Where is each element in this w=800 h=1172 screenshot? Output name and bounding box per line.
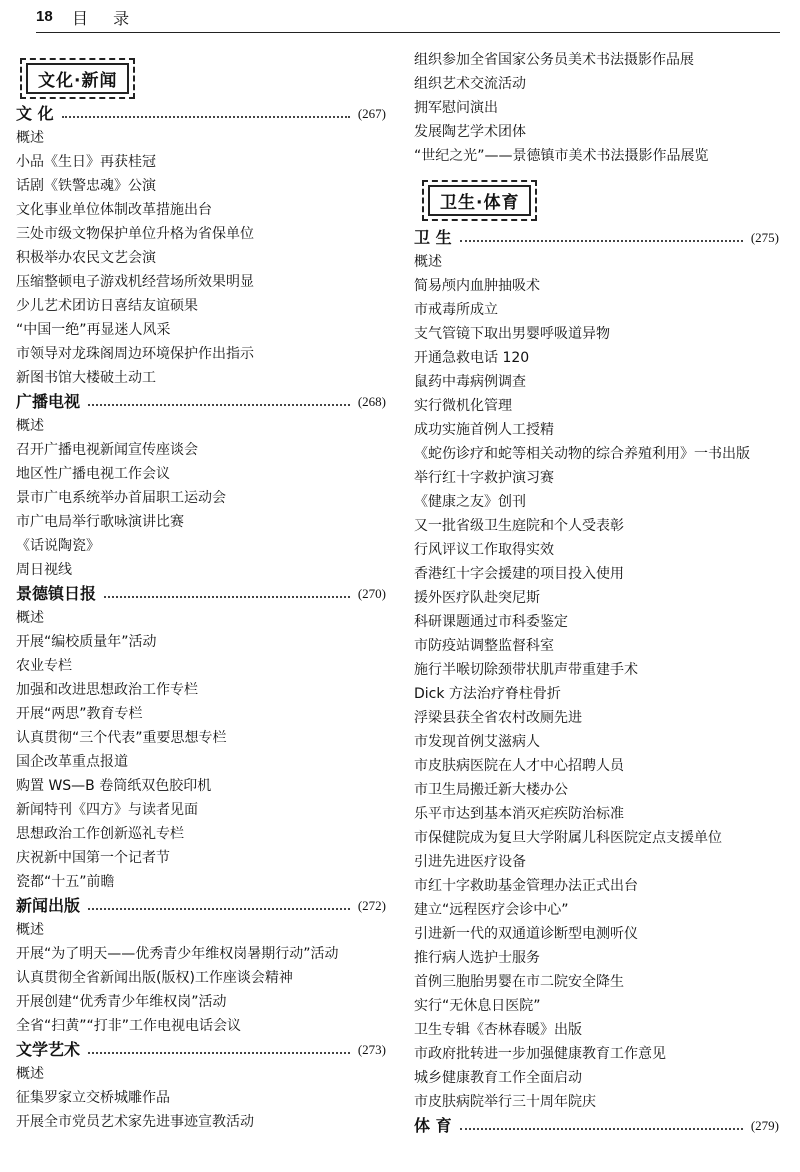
banner-label: 卫生·体育 <box>428 185 531 216</box>
section-title: 景德镇日报 <box>16 584 97 603</box>
toc-entry[interactable]: 三处市级文物保护单位升格为省保单位 <box>16 226 254 242</box>
toc-entry[interactable]: 庆祝新中国第一个记者节 <box>16 850 170 866</box>
toc-entry[interactable]: 小品《生日》再获桂冠 <box>16 154 156 170</box>
section-page-number: (270) <box>357 586 386 601</box>
section-page-number: (268) <box>357 394 386 409</box>
toc-entry[interactable]: 城乡健康教育工作全面启动 <box>414 1070 582 1086</box>
toc-entry[interactable]: 概述 <box>414 254 442 270</box>
toc-entry[interactable]: 概述 <box>16 130 44 146</box>
toc-entry[interactable]: 拥军慰问演出 <box>414 100 498 116</box>
toc-entry[interactable]: 景市广电系统举办首届职工运动会 <box>16 490 226 506</box>
toc-entry[interactable]: 市保健院成为复旦大学附属儿科医院定点支援单位 <box>414 830 722 846</box>
section-title: 文学艺术 <box>16 1040 81 1059</box>
section-page-number: (279) <box>750 1118 779 1133</box>
toc-section-heading[interactable] <box>16 894 386 918</box>
toc-entry[interactable]: 引进先进医疗设备 <box>414 854 526 870</box>
toc-entry[interactable]: 实行微机化管理 <box>414 398 512 414</box>
toc-entry[interactable]: 市政府批转进一步加强健康教育工作意见 <box>414 1046 666 1062</box>
toc-entry[interactable]: 浮梁县获全省农村改厕先进 <box>414 710 582 726</box>
dot-leader <box>88 404 350 406</box>
toc-entry[interactable]: 市发现首例艾滋病人 <box>414 734 540 750</box>
toc-entry[interactable]: 召开广播电视新闻宣传座谈会 <box>16 442 198 458</box>
toc-entry[interactable]: 认真贯彻“三个代表”重要思想专栏 <box>16 730 227 746</box>
toc-entry[interactable]: 概述 <box>16 1066 44 1082</box>
toc-entry[interactable]: 思想政治工作创新巡礼专栏 <box>16 826 184 842</box>
toc-entry[interactable]: 推行病人选护士服务 <box>414 950 540 966</box>
banner-frame <box>20 58 135 99</box>
toc-section-heading[interactable] <box>414 226 779 250</box>
category-banner <box>414 168 779 226</box>
toc-entry[interactable]: 市皮肤病院举行三十周年院庆 <box>414 1094 596 1110</box>
toc-entry[interactable]: 新图书馆大楼破土动工 <box>16 370 156 386</box>
toc-entry[interactable]: “中国一绝”再显迷人风采 <box>16 322 171 338</box>
toc-entry[interactable]: 压缩整顿电子游戏机经营场所效果明显 <box>16 274 254 290</box>
toc-entry[interactable]: 实行“无休息日医院” <box>414 998 541 1014</box>
toc-entry[interactable]: 市皮肤病医院在人才中心招聘人员 <box>414 758 624 774</box>
toc-entry[interactable]: 首例三胞胎男婴在市二院安全降生 <box>414 974 624 990</box>
toc-entry[interactable]: 文化事业单位体制改革措施出台 <box>16 202 212 218</box>
toc-entry[interactable]: 发展陶艺学术团体 <box>414 124 526 140</box>
toc-entry[interactable]: 市红十字救助基金管理办法正式出台 <box>414 878 638 894</box>
dot-leader <box>104 596 350 598</box>
toc-section-heading[interactable] <box>414 1114 779 1138</box>
section-title: 文 化 <box>16 104 54 123</box>
toc-entry[interactable]: 简易颅内血肿抽吸术 <box>414 278 540 294</box>
toc-entry[interactable]: 支气管镜下取出男婴呼吸道异物 <box>414 326 610 342</box>
toc-entry[interactable]: 成功实施首例人工授精 <box>414 422 554 438</box>
toc-entry[interactable]: 组织艺术交流活动 <box>414 76 526 92</box>
toc-entry[interactable]: 瓷都“十五”前瞻 <box>16 874 115 890</box>
toc-entry[interactable]: Dick 方法治疗脊柱骨折 <box>414 686 561 702</box>
toc-entry[interactable]: 新闻特刊《四方》与读者见面 <box>16 802 198 818</box>
page-number: 18 <box>36 8 53 25</box>
toc-entry[interactable]: 卫生专辑《杏林春暖》出版 <box>414 1022 582 1038</box>
dot-leader <box>62 116 350 118</box>
toc-entry[interactable]: 购置 WS—B 卷筒纸双色胶印机 <box>16 778 212 794</box>
banner-frame <box>422 180 537 221</box>
dot-leader <box>88 1052 350 1054</box>
toc-entry[interactable]: 市戒毒所成立 <box>414 302 498 318</box>
toc-entry[interactable]: 市卫生局搬迁新大楼办公 <box>414 782 568 798</box>
toc-entry[interactable]: 行风评议工作取得实效 <box>414 542 554 558</box>
section-page-number: (275) <box>750 230 779 245</box>
toc-entry[interactable]: 开通急救电话 120 <box>414 350 530 366</box>
toc-entry[interactable]: 开展创建“优秀青少年维权岗”活动 <box>16 994 227 1010</box>
section-page-number: (272) <box>357 898 386 913</box>
section-title: 新闻出版 <box>16 896 81 915</box>
toc-entry[interactable]: 又一批省级卫生庭院和个人受表彰 <box>414 518 624 534</box>
toc-entry[interactable]: 市防疫站调整监督科室 <box>414 638 554 654</box>
section-page-number: (267) <box>357 106 386 121</box>
toc-right-column <box>414 48 779 1138</box>
toc-entry[interactable]: 全省“扫黄”“打非”工作电视电话会议 <box>16 1018 242 1034</box>
toc-section-heading[interactable] <box>16 582 386 606</box>
toc-entry[interactable]: 开展全市党员艺术家先进事迹宣教活动 <box>16 1114 254 1130</box>
toc-entry[interactable]: 开展“编校质量年”活动 <box>16 634 157 650</box>
toc-entry[interactable]: 概述 <box>16 610 44 626</box>
toc-entry[interactable]: 国企改革重点报道 <box>16 754 128 770</box>
category-banner <box>16 48 386 102</box>
toc-entry[interactable]: 科研课题通过市科委鉴定 <box>414 614 568 630</box>
toc-entry[interactable]: 《蛇伤诊疗和蛇等相关动物的综合养殖利用》一书出版 <box>414 446 750 462</box>
toc-entry[interactable]: 引进新一代的双通道诊断型电测听仪 <box>414 926 638 942</box>
banner-label: 文化·新闻 <box>26 63 129 94</box>
section-title: 体 育 <box>414 1116 452 1135</box>
toc-entry[interactable]: 举行红十字救护演习赛 <box>414 470 554 486</box>
section-page-number: (273) <box>357 1042 386 1057</box>
toc-entry[interactable]: 鼠药中毒病例调查 <box>414 374 526 390</box>
toc-entry[interactable]: 话剧《铁警忠魂》公演 <box>16 178 156 194</box>
toc-section-heading[interactable] <box>16 390 386 414</box>
toc-entry[interactable]: 乐平市达到基本消灭疟疾防治标准 <box>414 806 624 822</box>
toc-entry[interactable]: 征集罗家立交桥城雕作品 <box>16 1090 170 1106</box>
toc-entry[interactable]: 地区性广播电视工作会议 <box>16 466 170 482</box>
dot-leader <box>88 908 350 910</box>
header-rule <box>36 32 780 33</box>
toc-entry[interactable]: 开展“两思”教育专栏 <box>16 706 143 722</box>
toc-entry[interactable]: 《健康之友》创刊 <box>414 494 526 510</box>
page-title: 目 录 <box>72 9 140 28</box>
toc-entry[interactable]: 香港红十字会援建的项目投入使用 <box>414 566 624 582</box>
toc-entry[interactable]: 少儿艺术团访日喜结友谊硕果 <box>16 298 198 314</box>
toc-entry[interactable]: 概述 <box>16 418 44 434</box>
toc-entry[interactable]: 加强和改进思想政治工作专栏 <box>16 682 198 698</box>
section-title: 广播电视 <box>16 392 81 411</box>
toc-section-heading[interactable] <box>16 102 386 126</box>
page-header <box>0 0 800 34</box>
toc-entry[interactable]: 组织参加全省国家公务员美术书法摄影作品展 <box>414 52 694 68</box>
toc-entry[interactable]: 概述 <box>16 922 44 938</box>
toc-section-heading[interactable] <box>16 1038 386 1062</box>
toc-entry[interactable]: 市广电局举行歌咏演讲比赛 <box>16 514 184 530</box>
toc-entry[interactable]: 施行半喉切除颈带状肌声带重建手术 <box>414 662 638 678</box>
toc-entry[interactable]: 援外医疗队赴突尼斯 <box>414 590 540 606</box>
toc-entry[interactable]: 建立“远程医疗会诊中心” <box>414 902 569 918</box>
toc-entry[interactable]: 周日视线 <box>16 562 72 578</box>
toc-entry[interactable]: “世纪之光”——景德镇市美术书法摄影作品展览 <box>414 148 709 164</box>
dot-leader <box>460 240 743 242</box>
section-title: 卫 生 <box>414 228 452 247</box>
toc-entry[interactable]: 积极举办农民文艺会演 <box>16 250 156 266</box>
toc-entry[interactable]: 市领导对龙珠阁周边环境保护作出指示 <box>16 346 254 362</box>
toc-entry[interactable]: 《话说陶瓷》 <box>16 538 100 554</box>
dot-leader <box>460 1128 743 1130</box>
toc-entry[interactable]: 认真贯彻全省新闻出版(版权)工作座谈会精神 <box>16 970 293 986</box>
toc-left-column <box>16 48 386 1134</box>
toc-entry[interactable]: 开展“为了明天——优秀青少年维权岗暑期行动”活动 <box>16 946 339 962</box>
toc-entry[interactable]: 农业专栏 <box>16 658 72 674</box>
